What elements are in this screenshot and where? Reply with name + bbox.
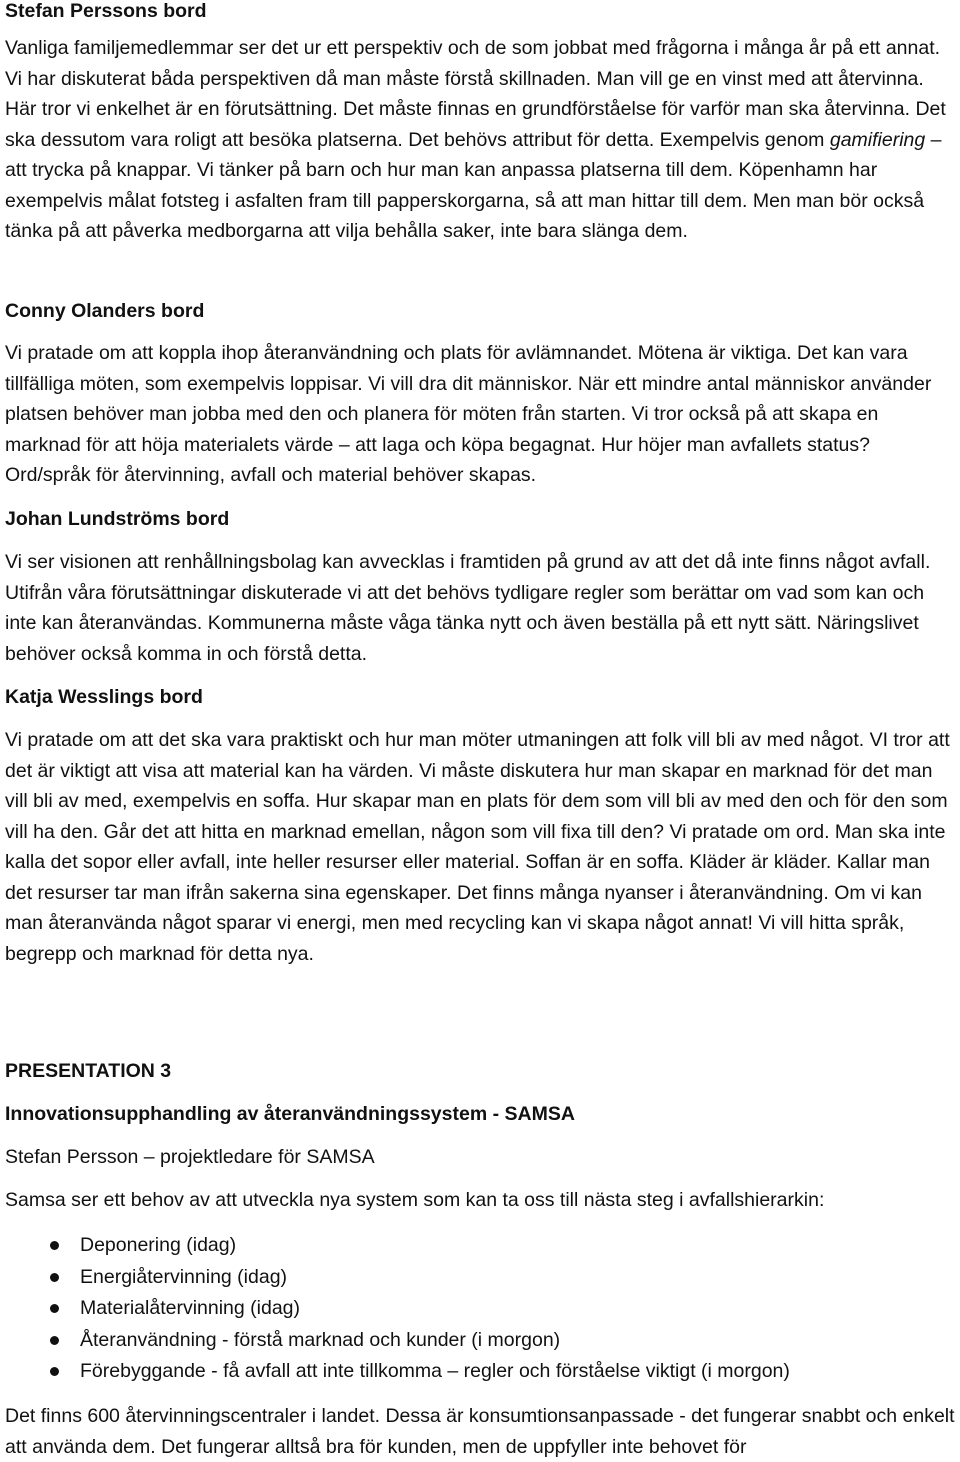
bullet-icon bbox=[50, 1273, 59, 1282]
presentation-closing: Det finns 600 återvinningscentraler i landet. Dessa är konsumtionsanpassade - det fungerar snabbt och enkelt att använda dem. Det fungerar alltså bra för kunden, men de uppfyller inte behovet för bbox=[5, 1405, 955, 1458]
list-item-text: Deponering (idag) bbox=[80, 1234, 237, 1256]
presentation-label: PRESENTATION 3 bbox=[5, 1060, 172, 1082]
section-text-johan: Vi ser visionen att renhållningsbolag kan avvecklas i framtiden på grund av att det då inte finns något avfall. Utifrån våra förutsättningar diskuterade vi att det behövs tydligare regler som berättar om vad som kan och inte kan återanvändas. Kommunerna måste våga tänka nytt och även beställa på ett nytt sätt. Näringslivet behöver också komma in och förstå detta. bbox=[5, 551, 931, 665]
section-heading-katja: Katja Wesslings bord bbox=[5, 686, 203, 708]
bullet-icon bbox=[50, 1304, 59, 1313]
presentation-intro: Samsa ser ett behov av att utveckla nya system som kan ta oss till nästa steg i avfallshierarkin: bbox=[5, 1189, 825, 1211]
presentation-title: Innovationsupphandling av återanvändningssystem - SAMSA bbox=[5, 1103, 575, 1125]
section-text-stefan-part1: Vanliga familjemedlemmar ser det ur ett perspektiv och de som jobbat med frågorna i många år på ett annat. Vi har diskuterat båda perspektiven då man måste förstå skillnaden. Man vill ge en vinst med att återvinna. Här tror vi enkelhet är en förutsättning. Det måste finnas en grundförståelse för varför man ska återvinna. Det ska dessutom vara roligt att besöka platserna. Det behövs attribut för detta. Exempelvis genom bbox=[5, 37, 946, 151]
list-item-text: Materialåtervinning (idag) bbox=[80, 1297, 301, 1319]
list-item-text: Återanvändning - förstå marknad och kunder (i morgon) bbox=[80, 1328, 561, 1351]
list-item bbox=[5, 1356, 955, 1388]
section-heading-stefan: Stefan Perssons bord bbox=[5, 0, 207, 22]
list-item bbox=[5, 1293, 955, 1325]
bullet-icon bbox=[50, 1367, 59, 1376]
list-item bbox=[5, 1325, 955, 1357]
section-heading-johan: Johan Lundströms bord bbox=[5, 508, 230, 530]
bullet-icon bbox=[50, 1336, 59, 1345]
bullet-icon bbox=[50, 1241, 59, 1250]
list-item bbox=[5, 1230, 955, 1262]
section-text-conny: Vi pratade om att koppla ihop återanvändning och plats för avlämnandet. Mötena är viktiga. Det kan vara tillfälliga möten, som exempelvis loppisar. Vi vill dra dit människor. När ett mindre antal människor använder platsen behöver man jobba med den och planera för möten från starten. Vi tror också på att skapa en marknad för att höja materialets värde – att laga och köpa begagnat. Hur höjer man avfallets status? Ord/språk för återvinning, avfall och material behöver skapas. bbox=[5, 342, 932, 486]
list-item bbox=[5, 1262, 955, 1294]
list-item-text: Förebyggande - få avfall att inte tillkomma – regler och förståelse viktigt (i morgon) bbox=[80, 1360, 790, 1382]
emphasis-gamifiering: gamifiering bbox=[829, 128, 926, 151]
section-text-katja: Vi pratade om att det ska vara praktiskt och hur man möter utmaningen att folk vill bli av med något. VI tror att det är viktigt att visa att material kan ha värden. Vi måste diskutera hur man skapar en marknad för det man vill bli av med, exempelvis en soffa. Hur skapar man en plats för dem som vill bli av med den och för den som vill ha den. Går det att hitta en marknad emellan, någon som vill fixa till den? Vi pratade om ord. Man ska inte kalla det sopor eller avfall, inte heller resurser eller material. Soffan är en soffa. Kläder är kläder. Kallar man det resurser tar man ifrån sakerna sina egenskaper. Det finns många nyanser i återanvändning. Om vi kan man återanvända något sparar vi energi, men med recycling kan vi skapa något annat! Vi vill hitta språk, begrepp och marknad för detta nya. bbox=[5, 729, 950, 965]
list-item-text: Energiåtervinning (idag) bbox=[80, 1265, 288, 1288]
hierarchy-list bbox=[5, 1230, 955, 1388]
section-text-stefan-part2: – att trycka på knappar. Vi tänker på barn och hur man kan anpassa platserna till dem. Köpenhamn har exempelvis målat fotsteg i asfalten fram till papperskorgarna, så att man hittar till dem. Men man bör också tänka på att påverka medborgarna att vilja behålla saker, inte bara slänga dem. bbox=[5, 128, 942, 242]
section-text-stefan bbox=[5, 33, 953, 247]
presentation-speaker: Stefan Persson – projektledare för SAMSA bbox=[5, 1146, 375, 1168]
section-heading-conny: Conny Olanders bord bbox=[5, 300, 205, 322]
